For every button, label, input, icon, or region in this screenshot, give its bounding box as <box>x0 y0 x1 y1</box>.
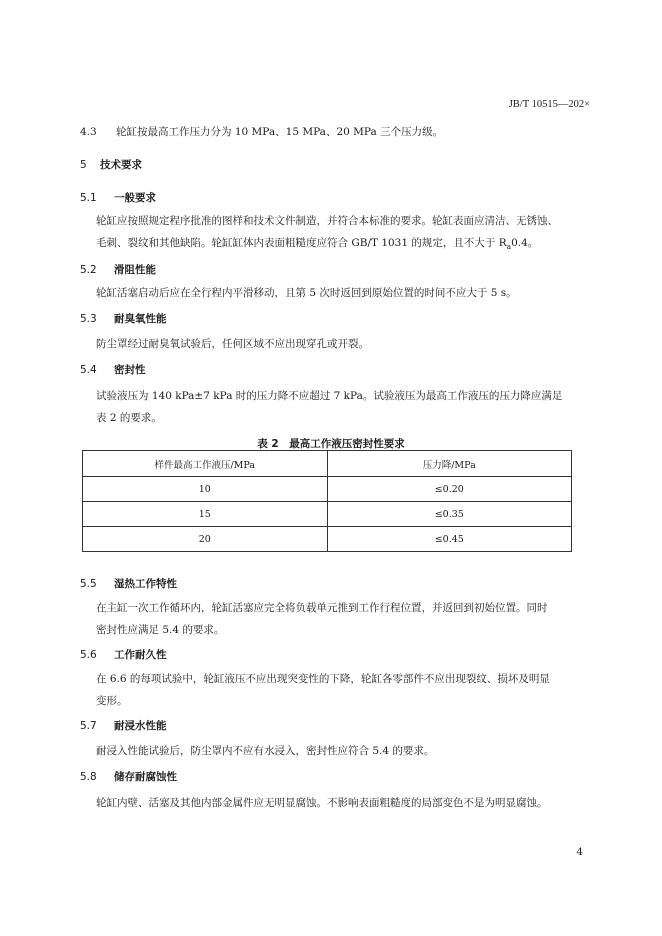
clause-title: 储存耐腐蚀性 <box>114 771 177 783</box>
table-header-cell: 样件最高工作液压/MPa <box>83 451 328 477</box>
clause-5-5-heading <box>80 576 177 591</box>
clause-number: 5.1 <box>80 192 97 204</box>
clause-text: 轮缸按最高工作压力分为 10 MPa、15 MPa、20 MPa 三个压力级。 <box>116 126 444 138</box>
clause-5-1-heading <box>80 190 156 205</box>
paragraph-line-text: 毛刺、裂纹和其他缺陷。轮缸缸体内表面粗糙度应符合 GB/T 1031 的规定，且不大于 R <box>96 237 507 249</box>
table-cell: ≤0.35 <box>327 502 572 527</box>
paragraph-line-end: 0.4。 <box>511 237 539 249</box>
table-2 <box>82 450 572 552</box>
clause-5-8-heading <box>80 769 177 784</box>
clause-title: 滑阻性能 <box>114 264 156 276</box>
paragraph-line: 表 2 的要求。 <box>96 412 162 424</box>
clause-number: 4.3 <box>80 126 97 138</box>
clause-title: 一般要求 <box>114 192 156 204</box>
table-row <box>83 527 572 552</box>
clause-title: 耐臭氧性能 <box>114 313 167 325</box>
clause-title: 湿热工作特性 <box>114 578 177 590</box>
paragraph-line: 轮缸活塞启动后应在全行程内平滑移动，且第 5 次时返回到原始位置的时间不应大于 5 s。 <box>96 287 517 299</box>
paragraph-line: 轮缸应按照规定程序批准的图样和技术文件制造，并符合本标准的要求。轮缸表面应清洁、无锈蚀、 <box>96 215 558 227</box>
clause-5-6-body <box>96 668 591 712</box>
page-number: 4 <box>576 846 583 858</box>
paragraph-line: 在 6.6 的每项试验中，轮缸液压不应出现突变性的下降，轮缸各零部件不应出现裂纹、损坏及明显 <box>96 673 550 685</box>
clause-5-2-heading <box>80 262 156 277</box>
table-row <box>83 477 572 502</box>
paragraph-line: 变形。 <box>96 695 128 707</box>
paragraph-line: 轮缸内壁、活塞及其他内部金属件应无明显腐蚀。不影响表面粗糙度的局部变色不是为明显腐蚀。 <box>96 797 548 809</box>
clause-5-1-body <box>96 210 591 258</box>
table-cell: 10 <box>83 477 328 502</box>
roughness-subscript: a <box>506 242 512 252</box>
paragraph-line: 耐浸入性能试验后，防尘罩内不应有水浸入，密封性应符合 5.4 的要求。 <box>96 745 435 757</box>
section-number: 5 <box>80 159 87 171</box>
clause-5-2-body <box>96 282 591 304</box>
clause-title: 工作耐久性 <box>114 649 167 661</box>
paragraph-line: 防尘罩经过耐臭氧试验后，任何区域不应出现穿孔或开裂。 <box>96 338 369 350</box>
paragraph-line <box>96 232 591 258</box>
clause-5-6-heading <box>80 647 167 662</box>
clause-number: 5.2 <box>80 264 97 276</box>
table-row <box>83 502 572 527</box>
paragraph-line: 试验液压为 140 kPa±7 kPa 时的压力降不应超过 7 kPa。试验液压为最高工作液压的压力降应满足 <box>96 390 563 402</box>
paragraph-line: 密封性应满足 5.4 的要求。 <box>96 624 225 636</box>
clause-5-8-body <box>96 792 591 814</box>
clause-5-7-heading <box>80 718 167 733</box>
clause-4-3 <box>80 123 443 141</box>
paragraph-line: 在主缸一次工作循环内，轮缸活塞应完全将负载单元推到工作行程位置，并返回到初始位置。同时 <box>96 602 548 614</box>
clause-number: 5.7 <box>80 720 97 732</box>
table-cell: 15 <box>83 502 328 527</box>
clause-title: 密封性 <box>114 364 146 376</box>
clause-number: 5.3 <box>80 313 97 325</box>
clause-5-5-body <box>96 597 591 641</box>
clause-number: 5.4 <box>80 364 97 376</box>
section-5-heading <box>80 157 142 172</box>
clause-number: 5.5 <box>80 578 97 590</box>
clause-5-3-heading <box>80 311 167 326</box>
clause-title: 耐浸水性能 <box>114 720 167 732</box>
table-header-row <box>83 451 572 477</box>
table-2-caption: 表 2 最高工作液压密封性要求 <box>257 438 405 450</box>
clause-5-4-body <box>96 385 591 429</box>
clause-5-3-body <box>96 333 591 355</box>
table-cell: 20 <box>83 527 328 552</box>
clause-5-4-heading <box>80 362 146 377</box>
table-header-cell: 压力降/MPa <box>327 451 572 477</box>
table-cell: ≤0.20 <box>327 477 572 502</box>
document-code-header: JB/T 10515—202× <box>508 99 590 110</box>
section-title: 技术要求 <box>100 159 142 171</box>
clause-5-7-body <box>96 740 591 762</box>
clause-number: 5.8 <box>80 771 97 783</box>
clause-number: 5.6 <box>80 649 97 661</box>
table-cell: ≤0.45 <box>327 527 572 552</box>
